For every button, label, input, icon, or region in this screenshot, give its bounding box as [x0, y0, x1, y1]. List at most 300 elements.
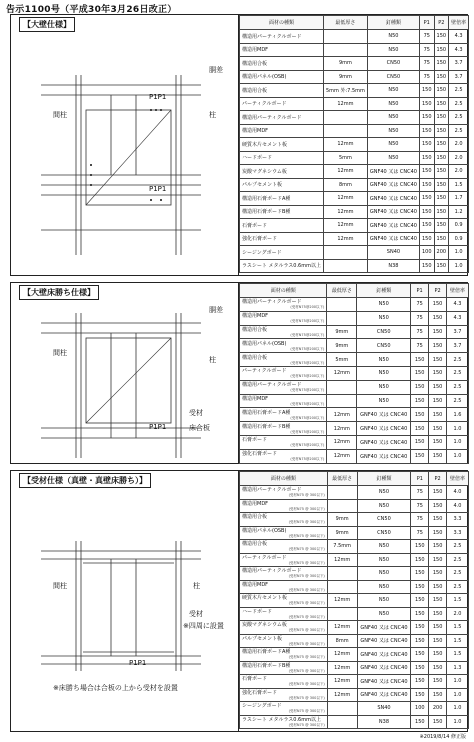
cell-text: 150	[432, 556, 443, 563]
cell-text: 2.5	[454, 87, 463, 94]
cell-text: 硬質木片セメント板	[242, 141, 288, 148]
cell-nail	[357, 621, 411, 635]
cell-text: 150	[422, 195, 432, 202]
document-title: 告示1100号（平成30年3月26日改正）	[6, 5, 177, 15]
cell-text: 150	[422, 208, 432, 215]
cell-p1	[411, 339, 429, 353]
cell-mat	[240, 165, 324, 179]
cell-text: 12mm	[334, 556, 351, 563]
cell-nail	[357, 394, 411, 408]
cell-text: 150	[432, 678, 443, 685]
cell-text: ハードボード	[242, 608, 273, 615]
cell-text: 9mm	[335, 529, 349, 536]
cell-mat	[240, 634, 328, 648]
wall-frame-drawing	[11, 471, 239, 733]
cell-mult	[447, 394, 469, 408]
cell-p1	[411, 567, 429, 581]
cell-text: 強化石膏ボード	[242, 236, 278, 243]
cell-p2	[429, 580, 447, 594]
cell-p2	[429, 380, 447, 394]
cell-text: 150	[432, 610, 443, 617]
cell-p1	[420, 205, 435, 219]
cell-p1	[411, 607, 429, 621]
cell-text: 150	[436, 60, 447, 67]
table-row	[240, 408, 469, 422]
cell-text: 150	[432, 624, 443, 631]
cell-text: 12mm	[337, 141, 354, 148]
cell-text: N38	[378, 718, 390, 725]
cell-p2	[434, 178, 449, 192]
cell-text: 構造用パネル(OSB)	[242, 74, 287, 81]
table-row	[240, 553, 469, 567]
cell-mat	[240, 486, 328, 500]
cell-nail	[357, 499, 411, 513]
cell-thk	[327, 540, 357, 554]
cell-p2	[429, 394, 447, 408]
table-row	[240, 97, 469, 111]
cell-p2	[429, 449, 447, 463]
cell-text: 4.3	[453, 315, 462, 322]
cell-text: 1.6	[453, 411, 462, 418]
cell-nail	[357, 702, 411, 716]
cell-p2	[429, 422, 447, 436]
cell-mult	[447, 702, 469, 716]
cell-text: 12mm	[333, 453, 350, 460]
cell-mat	[240, 394, 327, 408]
cell-thk	[327, 449, 357, 463]
cell-mult	[447, 553, 469, 567]
col-thickness: 最低厚さ	[327, 472, 357, 486]
cell-p2	[434, 30, 449, 44]
label-shihou: ※四周に設置	[183, 622, 224, 630]
cell-text: 150	[422, 127, 432, 134]
cell-text: CN50	[386, 60, 401, 67]
cell-text: 4.0	[453, 502, 462, 509]
table-row	[240, 192, 469, 206]
cell-nail	[357, 715, 411, 729]
cell-thk	[323, 124, 367, 138]
cell-text: 75	[416, 489, 423, 496]
table-row	[240, 311, 469, 325]
cell-text: GNF40 又は CNC40	[369, 209, 417, 216]
cell-p2	[429, 634, 447, 648]
cell-text: 石膏ボード	[242, 222, 268, 229]
cell-mat	[240, 513, 328, 527]
cell-subnote: (受材N75 @ 300以下)	[288, 722, 325, 727]
cell-text: 2.5	[453, 356, 462, 363]
cell-text: 構造用パーティクルボード	[242, 299, 302, 306]
cell-mult	[449, 192, 469, 206]
cell-nail	[367, 178, 419, 192]
cell-mat	[240, 246, 324, 260]
cell-text: N50	[378, 356, 389, 363]
cell-p1	[420, 30, 435, 44]
col-p2: P2	[429, 472, 447, 486]
cell-mat	[240, 688, 328, 702]
cell-text: 150	[422, 114, 432, 121]
cell-thk	[327, 513, 357, 527]
cell-text: 100	[422, 249, 432, 256]
cell-mat	[240, 311, 327, 325]
cell-text: 2.5	[453, 543, 462, 550]
cell-mat	[240, 607, 328, 621]
table-row	[240, 499, 469, 513]
label-p1p1-top: P1P1	[149, 93, 167, 101]
cell-thk	[323, 57, 367, 71]
table-row	[240, 219, 469, 233]
cell-nail	[367, 57, 419, 71]
cell-nail	[357, 449, 411, 463]
cell-nail	[357, 675, 411, 689]
cell-nail	[357, 311, 411, 325]
cell-p1	[420, 124, 435, 138]
cell-text: GNF40 又は CNC40	[360, 453, 408, 460]
cell-mult	[449, 111, 469, 125]
table-row	[240, 178, 469, 192]
cell-text: N50	[378, 489, 390, 496]
cell-mat	[240, 151, 324, 165]
table-row	[240, 339, 469, 353]
cell-nail	[357, 366, 411, 380]
cell-p2	[434, 246, 449, 260]
cell-p1	[420, 97, 435, 111]
cell-p1	[420, 151, 435, 165]
cell-text: 150	[415, 651, 425, 658]
cell-subnote: (受材N75 @ 300以下)	[288, 641, 325, 646]
cell-nail	[367, 246, 419, 260]
table-row	[240, 449, 469, 463]
cell-thk	[327, 553, 357, 567]
table-row	[240, 513, 469, 527]
diagram-ukezai	[11, 471, 239, 731]
cell-text: 3.3	[453, 529, 462, 536]
table-row	[240, 259, 469, 273]
cell-text: パルプセメント板	[242, 182, 282, 189]
cell-text: 2.5	[453, 570, 462, 577]
cell-text: 1.5	[453, 624, 462, 631]
cell-mult	[447, 513, 469, 527]
cell-p1	[420, 70, 435, 84]
cell-text: 2.0	[454, 168, 463, 175]
cell-text: 150	[436, 154, 447, 161]
cell-thk	[323, 178, 367, 192]
cell-text: 150	[422, 87, 432, 94]
cell-mult	[447, 621, 469, 635]
cell-subnote: (受材N75@200以下)	[290, 457, 325, 462]
table-row	[240, 702, 469, 716]
cell-subnote: (受材N75@200以下)	[290, 374, 325, 379]
table-row	[240, 526, 469, 540]
cell-text: N50	[378, 397, 389, 404]
cell-text: 150	[414, 411, 425, 418]
cell-text: 150	[432, 583, 443, 590]
cell-nail	[357, 422, 411, 436]
cell-text: GNF40 又は CNC40	[360, 678, 408, 685]
cell-text: 構造用石膏ボードB種	[242, 662, 291, 669]
cell-mult	[449, 219, 469, 233]
cell-p2	[429, 553, 447, 567]
cell-p1	[411, 311, 429, 325]
spec-table-ukezai	[239, 471, 469, 729]
cell-mat	[240, 339, 327, 353]
cell-text: 構造用石膏ボードA種	[242, 195, 291, 202]
cell-text: GNF40 又は CNC40	[369, 236, 417, 243]
cell-p1	[411, 621, 429, 635]
table-row	[240, 380, 469, 394]
section-title: 【大壁仕様】	[19, 17, 75, 32]
cell-text: 5mm	[338, 154, 352, 161]
cell-text: 2.0	[453, 610, 462, 617]
cell-mat	[240, 715, 328, 729]
cell-mat	[240, 353, 327, 367]
table-row	[240, 688, 469, 702]
cell-text: 150	[422, 181, 432, 188]
cell-text: 150	[432, 411, 443, 418]
cell-mult	[447, 339, 469, 353]
cell-text: 1.5	[453, 597, 462, 604]
cell-text: 150	[436, 87, 447, 94]
cell-text: 75	[416, 516, 423, 523]
cell-text: 12mm	[337, 222, 354, 229]
cell-text: 100	[415, 705, 425, 712]
cell-text: 2.5	[453, 397, 462, 404]
cell-text: 0.9	[454, 235, 463, 242]
cell-mult	[447, 298, 469, 312]
label-mabashira: 間柱	[53, 582, 67, 590]
cell-p2	[429, 298, 447, 312]
cell-mult	[449, 138, 469, 152]
col-p2: P2	[434, 16, 449, 30]
note-yukagachi: ※床勝ち場合は合板の上から受材を設置	[53, 684, 178, 692]
cell-text: パーティクルボード	[242, 368, 287, 375]
cell-p2	[434, 232, 449, 246]
cell-p2	[429, 499, 447, 513]
cell-p2	[429, 408, 447, 422]
cell-text: 構造用合板	[242, 354, 268, 361]
cell-text: 150	[414, 425, 425, 432]
cell-text: GNF40 又は CNC40	[360, 665, 408, 672]
cell-text: 150	[432, 637, 443, 644]
col-nail: 釘種類	[357, 472, 411, 486]
cell-subnote: (受材N75@200以下)	[290, 319, 325, 324]
cell-p2	[434, 219, 449, 233]
cell-p2	[434, 259, 449, 273]
cell-text: 構造用パネル(OSB)	[242, 340, 287, 347]
cell-text: 9mm	[335, 516, 349, 523]
cell-text: 3.3	[453, 516, 462, 523]
cell-mat	[240, 325, 327, 339]
cell-text: N50	[378, 543, 390, 550]
table-row	[240, 675, 469, 689]
cell-text: 150	[432, 453, 443, 460]
col-multiplier: 壁倍率	[447, 472, 469, 486]
cell-text: 150	[414, 356, 425, 363]
cell-thk	[327, 567, 357, 581]
cell-text: 150	[414, 439, 425, 446]
cell-text: 構造用合板	[242, 87, 268, 94]
cell-nail	[357, 553, 411, 567]
cell-text: 150	[432, 342, 443, 349]
wall-frame-drawing	[11, 15, 239, 277]
cell-text: 150	[436, 100, 447, 107]
cell-text: CN50	[377, 516, 391, 523]
cell-text: 炭酸マグネシウム板	[242, 168, 287, 175]
cell-text: N50	[388, 33, 399, 40]
table-row	[240, 607, 469, 621]
cell-text: GNF40 又は CNC40	[369, 222, 417, 229]
cell-text: 12mm	[337, 235, 354, 242]
cell-text: 7.5mm	[333, 543, 351, 550]
cell-thk	[323, 232, 367, 246]
cell-text: 9mm	[335, 328, 349, 335]
cell-subnote: (受材N75 @ 300以下)	[288, 493, 325, 498]
cell-text: 1.0	[453, 691, 462, 698]
cell-nail	[357, 325, 411, 339]
cell-thk	[327, 422, 357, 436]
cell-text: 150	[432, 516, 443, 523]
cell-p2	[429, 594, 447, 608]
cell-text: 150	[432, 439, 443, 446]
cell-mat	[240, 124, 324, 138]
cell-mat	[240, 449, 327, 463]
cell-text: 9mm	[335, 342, 349, 349]
cell-p1	[420, 246, 435, 260]
cell-mat	[240, 380, 327, 394]
table-row	[240, 580, 469, 594]
cell-p1	[411, 353, 429, 367]
table-row	[240, 634, 469, 648]
cell-text: 4.3	[454, 46, 463, 53]
cell-text: 1.0	[453, 718, 462, 725]
cell-text: N50	[378, 583, 390, 590]
cell-text: 1.5	[453, 637, 462, 644]
cell-text: 構造用石膏ボードA種	[242, 409, 291, 416]
cell-text: 構造用パーティクルボード	[242, 487, 302, 494]
cell-thk	[327, 325, 357, 339]
cell-text: 150	[422, 154, 432, 161]
cell-text: 構造用パーティクルボード	[242, 114, 302, 121]
cell-mult	[447, 353, 469, 367]
cell-thk	[327, 621, 357, 635]
cell-text: 1.0	[453, 705, 462, 712]
cell-mult	[447, 486, 469, 500]
cell-text: 強化石膏ボード	[242, 689, 278, 696]
cell-thk	[327, 688, 357, 702]
cell-nail	[367, 111, 419, 125]
cell-thk	[327, 380, 357, 394]
cell-nail	[357, 380, 411, 394]
cell-text: 2.5	[453, 556, 462, 563]
cell-text: パルプセメント板	[242, 635, 282, 642]
cell-p1	[420, 259, 435, 273]
cell-text: 150	[432, 529, 443, 536]
cell-mult	[449, 246, 469, 260]
cell-mat	[240, 675, 328, 689]
cell-p2	[434, 151, 449, 165]
cell-nail	[357, 688, 411, 702]
cell-text: N50	[378, 610, 390, 617]
cell-mat	[240, 702, 328, 716]
col-multiplier: 壁倍率	[449, 16, 469, 30]
cell-mat	[240, 259, 324, 273]
cell-text: 150	[415, 664, 425, 671]
cell-text: 150	[415, 556, 425, 563]
cell-p1	[420, 232, 435, 246]
cell-p1	[420, 138, 435, 152]
cell-text: 150	[422, 100, 432, 107]
cell-text: 150	[436, 33, 447, 40]
cell-text: 構造用石膏ボードB種	[242, 209, 291, 216]
cell-mult	[449, 178, 469, 192]
cell-nail	[367, 259, 419, 273]
cell-p2	[434, 43, 449, 57]
cell-thk	[323, 84, 367, 98]
cell-p1	[411, 499, 429, 513]
cell-text: 構造用合板	[242, 326, 268, 333]
cell-nail	[367, 165, 419, 179]
cell-thk	[327, 648, 357, 662]
cell-text: 150	[432, 425, 443, 432]
cell-thk	[327, 394, 357, 408]
cell-text: 12mm	[334, 691, 351, 698]
cell-p2	[434, 84, 449, 98]
cell-text: N50	[378, 370, 389, 377]
table-row	[240, 648, 469, 662]
cell-text: 1.2	[454, 208, 463, 215]
col-nail: 釘種類	[357, 284, 411, 298]
cell-text: 75	[423, 33, 430, 40]
cell-text: シージングボード	[242, 249, 282, 256]
cell-p1	[411, 688, 429, 702]
cell-mult	[447, 311, 469, 325]
cell-text: N50	[388, 100, 399, 107]
cell-mult	[449, 97, 469, 111]
cell-mult	[447, 634, 469, 648]
cell-text: 0.9	[454, 222, 463, 229]
cell-nail	[357, 567, 411, 581]
cell-mat	[240, 192, 324, 206]
cell-text: 150	[415, 570, 425, 577]
cell-thk	[323, 219, 367, 233]
cell-mat	[240, 580, 328, 594]
cell-mat	[240, 219, 324, 233]
cell-text: 150	[422, 168, 432, 175]
label-p1p1: P1P1	[129, 659, 147, 667]
cell-text: シージングボード	[242, 703, 282, 710]
cell-thk	[327, 499, 357, 513]
cell-text: 150	[436, 127, 447, 134]
table-row	[240, 435, 469, 449]
cell-text: 150	[432, 691, 443, 698]
cell-text: 構造用パーティクルボード	[242, 382, 302, 389]
cell-text: GNF40 又は CNC40	[369, 195, 417, 202]
cell-subnote: (受材N75 @ 300以下)	[288, 506, 325, 511]
cell-p2	[429, 715, 447, 729]
cell-p1	[420, 111, 435, 125]
cell-mat	[240, 111, 324, 125]
table-row	[240, 70, 469, 84]
cell-nail	[367, 138, 419, 152]
cell-text: 150	[415, 637, 425, 644]
cell-p2	[429, 513, 447, 527]
cell-text: CN50	[386, 73, 401, 80]
cell-text: N50	[388, 127, 399, 134]
cell-p2	[434, 124, 449, 138]
cell-text: 2.5	[454, 100, 463, 107]
cell-mult	[447, 607, 469, 621]
cell-p1	[411, 715, 429, 729]
cell-p1	[420, 219, 435, 233]
